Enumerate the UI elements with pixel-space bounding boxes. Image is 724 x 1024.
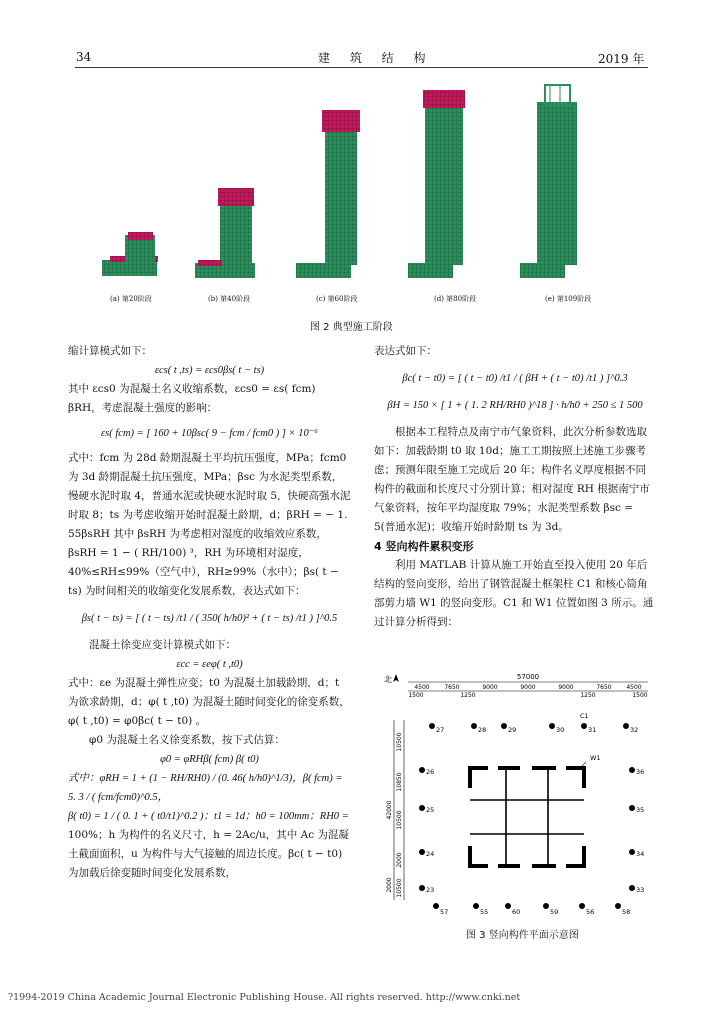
equation-beta-c: βc( t − t0) = [ ( t − t0) /t1 / ( βH + ( t − t0) /t1 ) ]^0.3 [402, 373, 628, 384]
paragraph: 式中：fcm 为 28d 龄期混凝土平均抗压强度，MPa；fcm0 为 3d 龄期混凝土抗压强度，MPa；βsc 为水泥类型系数，慢硬水泥时取 4，普通水泥或快硬水泥时取 5，快硬高强水泥时取 8；ts 为考虑收缩开始时混凝土龄期，d；βRH = − 1. 55βsRH 其中 βsRH 为考虑相对湿度的收缩效应系数，βsRH = 1 − ( RH/100) ³，RH 为环境相对湿度，40%≤RH≤99%（空气中），RH≥99%（水中）；βs( t − ts) 为时间相关的收缩变化发展系数，表达式如下： [68, 452, 351, 597]
equation-phi0: φ0 = φRHβ( fcm) β( t0) [160, 754, 259, 765]
paragraph: 其中 εcs0 为混凝土名义收缩系数，εcs0 = εs( fcm) βRH，考虑混凝土强度的影响： [68, 383, 316, 414]
column-label: 29 [508, 726, 517, 734]
dim-label: 9000 [520, 684, 536, 691]
equation-beta-h: βH = 150 × [ 1 + ( 1. 2 RH/RH0 )^18 ] · h/h0 + 250 ≤ 1 500 [387, 400, 643, 411]
column-label: 24 [426, 850, 435, 858]
panel-e-label: (e) 第109阶段 [545, 295, 592, 303]
column-label: 25 [426, 806, 435, 814]
column-label: 33 [636, 886, 645, 894]
paragraph: φ0 为混凝土名义徐变系数，按下式估算： [89, 734, 285, 746]
north-arrow-icon [393, 674, 399, 682]
tower-stage-40 [195, 188, 255, 278]
c1-label: C1 [580, 712, 589, 720]
column-label: 59 [550, 908, 559, 916]
column-label: 26 [426, 768, 435, 776]
dim-label: 4500 [414, 684, 430, 691]
dim-label: 9000 [558, 684, 574, 691]
column-label: 55 [480, 908, 489, 916]
core-walls [468, 768, 586, 866]
north-label: 北 [384, 675, 392, 684]
header-rule [75, 67, 648, 68]
column-label: 35 [636, 806, 645, 814]
figure-3-plan [380, 670, 660, 920]
dim-label: 42000 [386, 800, 393, 820]
column-label: 36 [636, 768, 645, 776]
paragraph: 缩计算模式如下： [68, 345, 152, 357]
dim-label: 4500 [626, 684, 642, 691]
dim-label: 10500 [396, 878, 403, 898]
column-label: 28 [478, 726, 487, 734]
dim-label: 10500 [396, 810, 403, 830]
dim-label: 1500 [632, 692, 648, 699]
column-label: 34 [636, 850, 645, 858]
panel-d-label: (d) 第80阶段 [434, 295, 477, 303]
right-column [374, 342, 656, 632]
figure-3-caption: 图 3 竖向构件平面示意图 [466, 930, 579, 941]
w1-label: W1 [590, 754, 601, 762]
equation-beta-s: βs( t − ts) = [ ( t − ts) /t1 / ( 350( h/h0)² + ( t − ts) /t1 ) ]^0.5 [81, 613, 338, 624]
copyright-footer: ?1994-2019 China Academic Journal Electronic Publishing House. All rights reserved. http://www.cnki.net [8, 992, 521, 1003]
equation-creep: εcc = εeφ( t ,t0) [176, 659, 243, 670]
equation-beta-t0: β( t0) = 1 / ( 0. 1 + ( t0/t1)^0.2 )；t1 = 1d；h0 = 100mm；RH0 = [68, 811, 349, 822]
dim-label: 1250 [580, 692, 596, 699]
tower-stage-60 [296, 110, 360, 278]
column-label: 31 [588, 726, 597, 734]
dim-label: 10850 [396, 772, 403, 792]
column-label: 27 [436, 726, 445, 734]
panel-c-label: (c) 第60阶段 [316, 295, 358, 303]
paragraph: 混凝土徐变应变计算模式如下： [89, 639, 236, 651]
dim-label: 1500 [408, 692, 424, 699]
paragraph: 表达式如下： [374, 345, 437, 357]
paragraph: 100%；h 为构件的名义尺寸，h = 2Ac/u，其中 Ac 为混凝土截面面积，u 为构件与大气接触的周边长度。βc( t − t0) 为加载后徐变随时间变化发展系数， [68, 829, 349, 879]
dim-label: 7650 [444, 684, 460, 691]
column-label: 56 [586, 908, 595, 916]
core-inner-walls [470, 770, 584, 864]
figure-2 [100, 80, 630, 290]
paragraph: 根据本工程特点及南宁市气象资料，此次分析参数选取如下：加载龄期 t0 取 10d；施工工期按照上述施工步骤考虑；预测年限至施工完成后 20 年；构件名义厚度根据不同构件的截面和长度尺寸分别计算；相对湿度 RH 根据南宁市气象资料，按年平均湿度取 79%；水泥类型系数 βsc = 5(普通水泥)；收缩开始时龄期 ts 为 3d。 [374, 426, 650, 533]
dim-label: 2000 [396, 852, 403, 868]
page-number: 34 [76, 50, 92, 64]
column-label: 58 [622, 908, 631, 916]
dim-label: 9000 [482, 684, 498, 691]
panel-a-label: (a) 第20阶段 [110, 295, 152, 303]
paragraph: 利用 MATLAB 计算从施工开始直至投入使用 20 年后结构的竖向变形，给出了钢管混凝土框架柱 C1 和核心筒角部剪力墙 W1 的竖向变形。C1 和 W1 位置如图 3 所示。通过计算分析得到： [374, 559, 654, 628]
columns [419, 723, 635, 909]
equation-shrinkage: εcs( t ,ts) = εcs0βs( t − ts) [154, 365, 265, 376]
column-label: 23 [426, 886, 435, 894]
figure-2-towers [100, 80, 630, 290]
equation-phi-rh: 式中：φRH = 1 + (1 − RH/RH0) / (0. 46( h/h0)^1/3)，β( fcm) = 5. 3 / ( fcm/fcm0)^0.5， [68, 773, 343, 803]
dim-label: 1250 [460, 692, 476, 699]
dim-label: 7650 [596, 684, 612, 691]
column-label: 30 [556, 726, 565, 734]
column-label: 60 [512, 908, 521, 916]
section-heading: 4 竖向构件累积变形 [374, 540, 474, 553]
dim-label: 10500 [396, 732, 403, 752]
figure-2-caption: 图 2 典型施工阶段 [310, 322, 393, 333]
equation-strength: εs( fcm) = [ 160 + 10βsc( 9 − fcm / fcm0 ) ] × 10⁻⁶ [101, 428, 318, 439]
left-column [68, 342, 351, 883]
panel-b-label: (b) 第40阶段 [208, 295, 251, 303]
year: 2019 年 [598, 52, 645, 66]
journal-title: 建 筑 结 构 [318, 51, 434, 65]
column-label: 32 [630, 726, 639, 734]
figure-3 [380, 670, 660, 920]
column-label: 57 [440, 908, 449, 916]
dim-label: 2000 [386, 877, 393, 893]
tower-stage-109 [520, 85, 577, 278]
paragraph: 式中：εe 为混凝土弹性应变；t0 为混凝土加载龄期，d；t 为欲求龄期，d；φ( t ,t0) 为混凝土随时间变化的徐变系数，φ( t ,t0) = φ0βc( t − t0) 。 [68, 677, 350, 727]
overall-dim: 57000 [516, 673, 540, 681]
tower-stage-20 [102, 232, 158, 276]
tower-stage-80 [408, 90, 465, 278]
